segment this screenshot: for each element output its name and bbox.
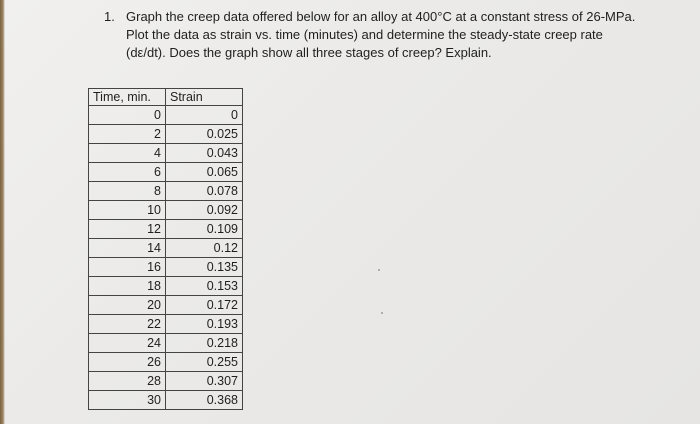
question-text — [126, 8, 666, 62]
time-cell: 10 — [89, 201, 166, 220]
strain-cell: 0.172 — [166, 296, 243, 315]
strain-cell: 0.218 — [166, 334, 243, 353]
strain-cell: 0.255 — [166, 353, 243, 372]
page-edge — [0, 0, 5, 424]
question-line-1: Graph the creep data offered below for an alloy at 400°C at a constant stress of 26-MPa. — [126, 9, 636, 24]
table-row — [89, 334, 243, 353]
time-cell: 8 — [89, 182, 166, 201]
creep-data-table — [88, 88, 243, 410]
time-cell: 2 — [89, 125, 166, 144]
strain-cell: 0.307 — [166, 372, 243, 391]
table-row — [89, 277, 243, 296]
strain-cell: 0.092 — [166, 201, 243, 220]
table-row — [89, 125, 243, 144]
time-cell: 6 — [89, 163, 166, 182]
table-body — [89, 106, 243, 410]
header-time: Time, min. — [89, 89, 166, 106]
time-cell: 28 — [89, 372, 166, 391]
strain-cell: 0.135 — [166, 258, 243, 277]
table-row — [89, 182, 243, 201]
strain-cell: 0.193 — [166, 315, 243, 334]
table-row — [89, 144, 243, 163]
header-strain: Strain — [166, 89, 243, 106]
strain-cell: 0.12 — [166, 239, 243, 258]
table-row — [89, 372, 243, 391]
strain-cell: 0.368 — [166, 391, 243, 410]
time-cell: 30 — [89, 391, 166, 410]
table-row — [89, 391, 243, 410]
time-cell: 14 — [89, 239, 166, 258]
question-line-3: (dε/dt). Does the graph show all three stages of creep? Explain. — [126, 45, 492, 60]
question-number: 1. — [104, 9, 115, 24]
strain-cell: 0.109 — [166, 220, 243, 239]
strain-cell: 0 — [166, 106, 243, 125]
time-cell: 4 — [89, 144, 166, 163]
strain-cell: 0.153 — [166, 277, 243, 296]
strain-cell: 0.078 — [166, 182, 243, 201]
table-row — [89, 163, 243, 182]
time-cell: 18 — [89, 277, 166, 296]
table-row — [89, 315, 243, 334]
time-cell: 12 — [89, 220, 166, 239]
time-cell: 0 — [89, 106, 166, 125]
table-row — [89, 296, 243, 315]
table-row — [89, 239, 243, 258]
speck — [381, 312, 383, 314]
table-row — [89, 258, 243, 277]
strain-cell: 0.025 — [166, 125, 243, 144]
table-row — [89, 353, 243, 372]
time-cell: 24 — [89, 334, 166, 353]
time-cell: 20 — [89, 296, 166, 315]
time-cell: 16 — [89, 258, 166, 277]
speck — [378, 269, 380, 271]
time-cell: 22 — [89, 315, 166, 334]
question-line-2: Plot the data as strain vs. time (minutes) and determine the steady-state creep rate — [126, 27, 603, 42]
table-row — [89, 201, 243, 220]
table-header-row — [89, 89, 243, 106]
strain-cell: 0.065 — [166, 163, 243, 182]
table-row — [89, 220, 243, 239]
strain-cell: 0.043 — [166, 144, 243, 163]
table-row — [89, 106, 243, 125]
time-cell: 26 — [89, 353, 166, 372]
